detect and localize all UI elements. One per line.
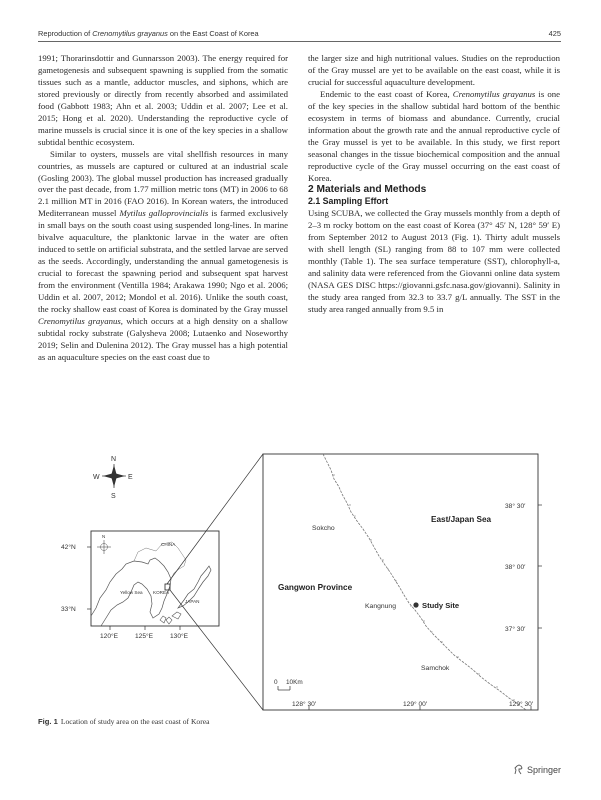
inset-lon-label: 120°E bbox=[100, 633, 119, 640]
left-column bbox=[38, 53, 288, 364]
map-lon-label: 129° 30′ bbox=[509, 701, 534, 708]
paragraph: 1991; Thorarinsdottir and Gunnarsson 2003). The energy required for gametogenesis and subsequent spawning is supplied from the somatic tissues such as a mantle, adductor muscles, and siphons, which are stored previously or directly from recently absorbed and assimilated food (Gabbott 1983; Ahn et al. 2003; Uddin et al. 2007; Lee et al. 2015; Hong et al. 2020). Understanding the reproductive cycle of marine mussels is crucial since it is one of the key species in a shallow subtidal benthic ecosystem. bbox=[38, 53, 288, 147]
inset-label-korea: KOREA bbox=[153, 590, 170, 595]
map-lon-label: 129° 00′ bbox=[403, 701, 428, 708]
inset-compass-n: N bbox=[102, 534, 106, 539]
running-title: Reproduction of Crenomytilus grayanus on the East Coast of Korea bbox=[38, 29, 259, 38]
map-lat-label: 37° 30′ bbox=[505, 626, 526, 633]
inset-lat-label: 33°N bbox=[61, 606, 76, 613]
compass-s: S bbox=[111, 493, 116, 500]
map-lon-label: 128° 30′ bbox=[292, 701, 317, 708]
subsection-heading: 2.1 Sampling Effort bbox=[308, 196, 389, 207]
map-label-kangnung: Kangnung bbox=[365, 603, 396, 610]
map-label-sea: East/Japan Sea bbox=[431, 515, 492, 524]
paragraph: Using SCUBA, we collected the Gray mussels monthly from a depth of 2–3 m rocky bottom on the east coast of Korea (37° 45′ N, 128° 59′ E) from September 2012 to August 2013 (Fig. 1). Thirty adult mussels with shell length (SL) ranging from 88 to 107 mm were collected monthly (Table 1). The sea surface temperature (SST), chlorophyll-a, and salinity data were referenced from the Giovanni online data system (NASA GES DISC https://giovanni.gsfc.nasa.gov/giovanni). Salinity in the study area ranged from 32.3 to 33.7 g/L annually. The SST in the study area ranged annually from 9.5 in bbox=[308, 208, 560, 315]
map-label-sokcho: Sokcho bbox=[312, 525, 335, 532]
compass-w: W bbox=[93, 474, 100, 481]
compass-e: E bbox=[128, 474, 133, 481]
map-lat-label: 38° 00′ bbox=[505, 564, 526, 571]
paragraph: Similar to oysters, mussels are vital shellfish resources in many countries, as mussels are captured or cultured at an industrial scale (Gosling 2003). The global mussel production has increased gradually over the past decade, from 1.77 million metric tons (MT) in 2006 to 68 2.1 million MT in 2016 (FAO 2016). In Korean waters, the introduced Mediterranean mussel Mytilus galloprovincialis is farmed exclusively in small bays on the south coast using suspended long-lines. In marine bivalve aquaculture, the planktonic larvae in the water are often induced to settle on artificial substrata, and the settled larvae are served as the seeds. Accordingly, understanding the annual gametogenesis is crucial to forecast the spawning period and subsequent spat harvest from the environment (Ventilla 1984; Arakawa 1990; Ngo et al. 2006; Uddin et al. 2007, 2012; Mondol et al. 2016). Unlike the south coast, the rocky shallow east coast of Korea is dominated by the Gray mussel Crenomytilus grayanus, which occurs at a high density on a shallow subtidal rocky substrate (Galysheva 2008; Lutaenko and Noseworthy 2019; Selin and Dulenina 2012). The Gray mussel has a high potential as an aquaculture species on the east coast due to bbox=[38, 148, 288, 362]
publisher-logo bbox=[513, 764, 561, 775]
figure-1 bbox=[38, 448, 561, 716]
inset-label-japan: JAPAN bbox=[185, 599, 200, 604]
map-lat-label: 38° 30′ bbox=[505, 503, 526, 510]
running-header bbox=[38, 29, 561, 41]
inset-map bbox=[61, 531, 219, 640]
map-label-samchok: Samchok bbox=[421, 665, 450, 672]
paragraph: Endemic to the east coast of Korea, Crenomytilus grayanus is one of the key species in the shallow subtidal hard bottom of the benthic ecosystem in terms of biomass and abundance. Currently, crucial information about the growth rate and the annual reproductive cycle of the Gray mussel is yet to be available. In this study, we first report seasonal changes in the tissue biochemical composition and the annual reproductive cycle of the Gray mussel occurring on the east coast of Korea. bbox=[308, 88, 560, 183]
inset-lon-label: 130°E bbox=[170, 633, 189, 640]
publisher-name: Springer bbox=[526, 764, 561, 775]
compass-icon bbox=[93, 456, 133, 500]
page-number: 425 bbox=[548, 29, 561, 38]
figure-caption bbox=[38, 717, 210, 726]
right-column bbox=[308, 53, 560, 316]
springer-horse-icon bbox=[513, 764, 524, 775]
study-site-marker bbox=[413, 602, 418, 607]
main-map bbox=[263, 454, 542, 710]
location-map-figure bbox=[38, 448, 561, 716]
section-heading: 2 Materials and Methods bbox=[308, 184, 427, 196]
caption-text: Location of study area on the east coast of Korea bbox=[60, 717, 210, 726]
map-label-province: Gangwon Province bbox=[278, 583, 353, 592]
inset-label-china: CHINA bbox=[161, 542, 176, 547]
scale-zero: 0 bbox=[274, 679, 278, 686]
header-rule bbox=[38, 41, 561, 42]
caption-label: Fig. 1 bbox=[38, 717, 58, 726]
inset-lat-label: 42°N bbox=[61, 544, 76, 551]
compass-n: N bbox=[111, 456, 117, 463]
inset-label-yellow-sea: Yellow Sea bbox=[120, 590, 143, 595]
map-label-study-site: Study Site bbox=[422, 601, 460, 610]
inset-lon-label: 125°E bbox=[135, 633, 154, 640]
paragraph: the larger size and high nutritional values. Studies on the reproduction of the Gray mussel are yet to be available on the east coast, while it is crucial for successful aquaculture development. bbox=[308, 53, 560, 87]
scale-km: 10Km bbox=[286, 679, 303, 686]
